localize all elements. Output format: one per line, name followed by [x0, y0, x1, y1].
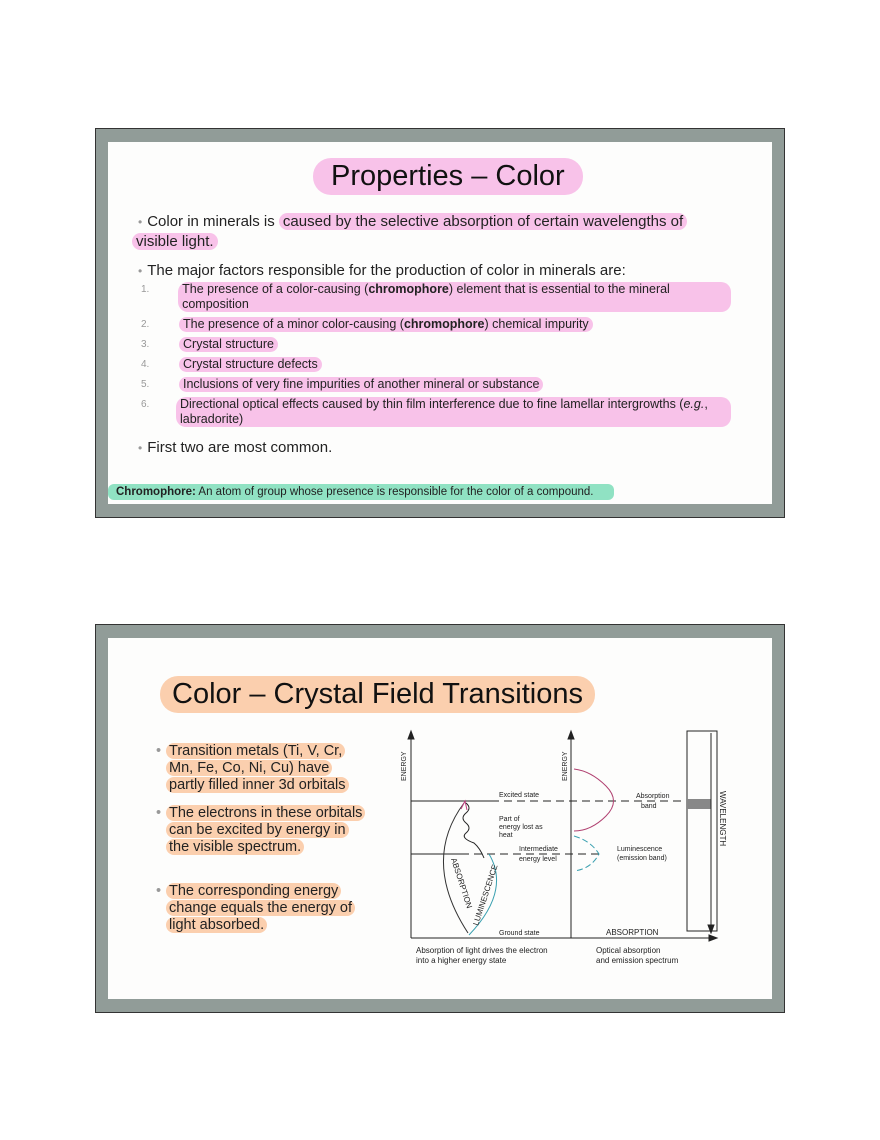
energy-diagram [391, 721, 731, 971]
item-text: Crystal structure defects [179, 357, 322, 372]
caption: Optical absorption [596, 946, 661, 955]
item-text: The presence of a color-causing (chromophore) element that is essential to the mineral composition [178, 282, 731, 312]
bullet-2 [166, 805, 366, 856]
highlight: visible light. [132, 233, 218, 250]
bullet-text: Color in minerals is [147, 213, 279, 230]
caption: Absorption of light drives the electron [416, 946, 548, 955]
label: Absorption [636, 793, 670, 800]
item-number: 2. [141, 319, 150, 330]
slide-properties-color [95, 128, 785, 518]
item-number: 5. [141, 379, 150, 390]
label: Ground state [499, 930, 540, 937]
caption: into a higher energy state [416, 956, 507, 965]
label: Excited state [499, 792, 540, 799]
slide-title: Properties – Color [313, 158, 583, 195]
footnote [108, 484, 614, 500]
bullet-text: Transition metals (Ti, V, Cr, Mn, Fe, Co, Ni, Cu) have partly filled inner 3d orbitals [166, 743, 349, 793]
factor-item [141, 377, 731, 392]
label: Intermediate [519, 846, 558, 853]
item-number: 3. [141, 339, 150, 350]
label: WAVELENGTH [718, 791, 727, 847]
item-text: Directional optical effects caused by thin film interference due to fine lamellar intergrowths (e.g., labradorite) [176, 397, 731, 427]
item-text: The presence of a minor color-causing (chromophore) chemical impurity [179, 317, 593, 332]
label: Part of [499, 816, 520, 823]
label: energy level [519, 856, 557, 863]
bullet-3: • First two are most common. [138, 438, 332, 458]
energy-axis-label: ENERGY [562, 751, 569, 781]
factor-list [141, 282, 731, 432]
footnote-term: Chromophore: [116, 486, 196, 498]
bullet-1 [166, 743, 366, 794]
label: band [641, 803, 657, 810]
bullet-1 [138, 212, 738, 251]
item-number: 1. [141, 284, 150, 295]
item-text: Inclusions of very fine impurities of another mineral or substance [179, 377, 543, 392]
slide-title: Color – Crystal Field Transitions [160, 676, 595, 713]
slide-content [108, 142, 772, 504]
bullet-text: The electrons in these orbitals can be excited by energy in the visible spectrum. [166, 805, 365, 855]
factor-item [141, 337, 731, 352]
item-text: Crystal structure [179, 337, 278, 352]
label: energy lost as [499, 824, 543, 831]
bullet-3 [166, 883, 366, 934]
label: Luminescence [617, 846, 663, 853]
label: LUMINESCENCE [471, 863, 500, 927]
item-number: 6. [141, 399, 150, 410]
factor-item [141, 357, 731, 372]
caption: and emission spectrum [596, 956, 679, 965]
footnote-text: An atom of group whose presence is responsible for the color of a compound. [195, 486, 594, 498]
item-number: 4. [141, 359, 150, 370]
highlight: caused by the selective absorption of certain wavelengths of [279, 213, 687, 230]
slide-crystal-field [95, 624, 785, 1013]
factor-item [141, 397, 731, 427]
label: ABSORPTION [606, 928, 659, 937]
label: heat [499, 832, 513, 839]
energy-axis-label: ENERGY [401, 751, 408, 781]
slide-content [108, 638, 772, 999]
factor-item [141, 282, 731, 312]
label: (emission band) [617, 855, 667, 862]
bullet-text: The corresponding energy change equals the energy of light absorbed. [166, 883, 355, 933]
bullet-2: • The major factors responsible for the production of color in minerals are: [138, 261, 626, 281]
label: ABSORPTION [449, 856, 474, 910]
factor-item [141, 317, 731, 332]
